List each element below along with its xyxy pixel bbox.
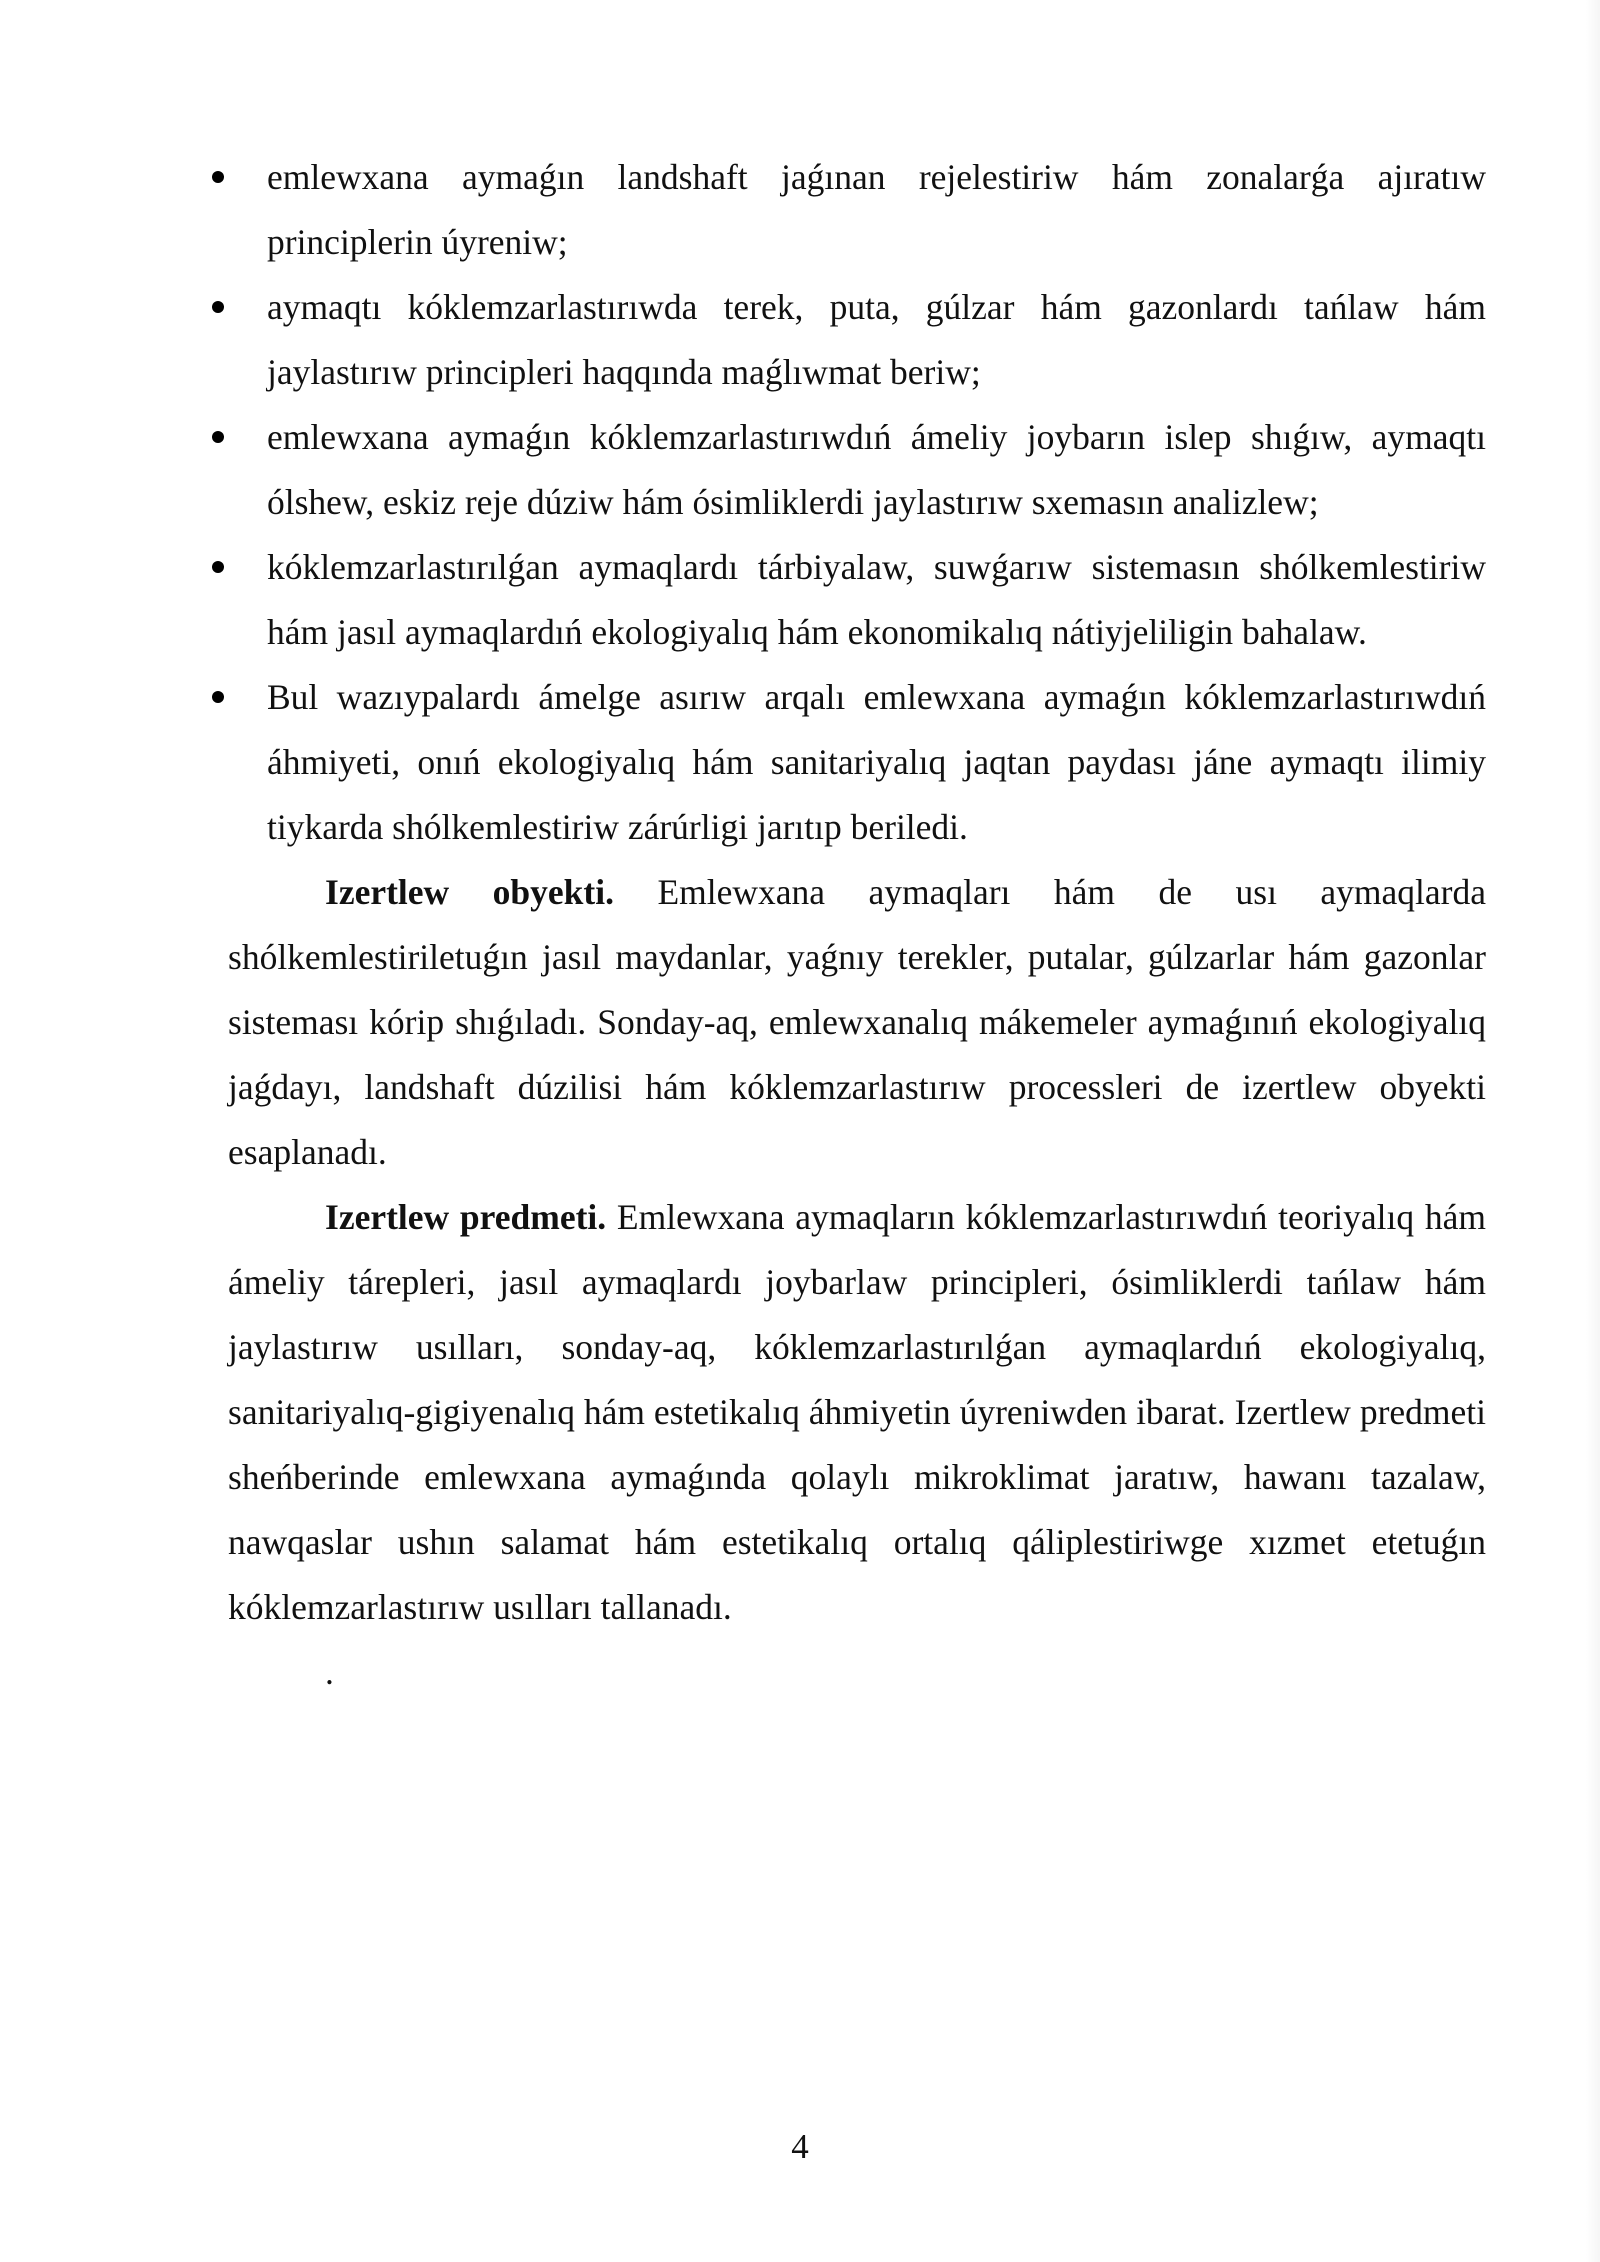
list-item <box>228 405 1486 535</box>
list-item-text: Bul wazıypalardı ámelge asırıw arqalı emlewxana aymaǵın kóklemzarlastırıwdıń áhmiyeti, onıń ekologiyalıq hám sanitariyalıq jaqtan paydası jáne aymaqtı ilimiy tiykarda shólkemlestiriw zárúrligi jarıtıp beriledi. <box>267 677 1486 847</box>
research-subject-text: Emlewxana aymaqların kóklemzarlastırıwdıń teoriyalıq hám ámeliy tárepleri, jasıl aymaqlardı joybarlaw principleri, ósimliklerdi tańlaw hám jaylastırıw usılları, sonday-aq, kóklemzarlastırılǵan aymaqlardıń ekologiyalıq, sanitariyalıq-gigiyenalıq hám estetikalıq áhmiyetin úyreniwden ibarat. Izertlew predmeti sheńberinde emlewxana aymaǵında qolaylı mikroklimat jaratıw, hawanı tazalaw, nawqaslar ushın salamat hám estetikalıq ortalıq qáliplestiriwge xızmet etetuǵın kóklemzarlastırıw usılları tallanadı. <box>228 1197 1486 1627</box>
list-item <box>228 145 1486 275</box>
list-item-text: emlewxana aymaǵın kóklemzarlastırıwdıń ámeliy joybarın islep shıǵıw, aymaqtı ólshew, eskiz reje dúziw hám ósimliklerdi jaylastırıw sxemasın analizlew; <box>267 417 1486 522</box>
research-subject-heading: Izertlew predmeti. <box>325 1197 607 1237</box>
research-object-heading: Izertlew obyekti. <box>325 872 614 912</box>
bullet-icon <box>212 431 224 443</box>
research-object-text: Emlewxana aymaqları hám de usı aymaqlarda shólkemlestiriletuǵın jasıl maydanlar, yaǵnıy terekler, putalar, gúlzarlar hám gazonlar sisteması kórip shıǵıladı. Sonday-aq, emlewxanalıq mákemeler aymaǵınıń ekologiyalıq jaǵdayı, landshaft dúzilisi hám kóklemzarlastırıw processleri de izertlew obyekti esaplanadı. <box>228 872 1486 1172</box>
trailing-dot: . <box>325 1652 334 1692</box>
research-subject-paragraph <box>228 1185 1486 1640</box>
research-object-paragraph <box>228 860 1486 1185</box>
bullet-icon <box>212 561 224 573</box>
page-number: 4 <box>791 2127 809 2166</box>
bullet-icon <box>212 171 224 183</box>
list-item-text: emlewxana aymaǵın landshaft jaǵınan rejelestiriw hám zonalarǵa ajıratıw principlerin úyreniw; <box>267 157 1486 262</box>
bullet-icon <box>212 301 224 313</box>
list-item <box>228 665 1486 860</box>
list-item <box>228 275 1486 405</box>
page-content <box>228 145 1486 1705</box>
list-item-text: aymaqtı kóklemzarlastırıwda terek, puta, gúlzar hám gazonlardı tańlaw hám jaylastırıw principleri haqqında maǵlıwmat beriw; <box>267 287 1486 392</box>
page-edge-shadow <box>1586 0 1600 2262</box>
list-item <box>228 535 1486 665</box>
bullet-icon <box>212 691 224 703</box>
task-list <box>228 145 1486 860</box>
list-item-text: kóklemzarlastırılǵan aymaqlardı tárbiyalaw, suwǵarıw sistemasın shólkemlestiriw hám jasıl aymaqlardıń ekologiyalıq hám ekonomikalıq nátiyjeliligin bahalaw. <box>267 547 1486 652</box>
